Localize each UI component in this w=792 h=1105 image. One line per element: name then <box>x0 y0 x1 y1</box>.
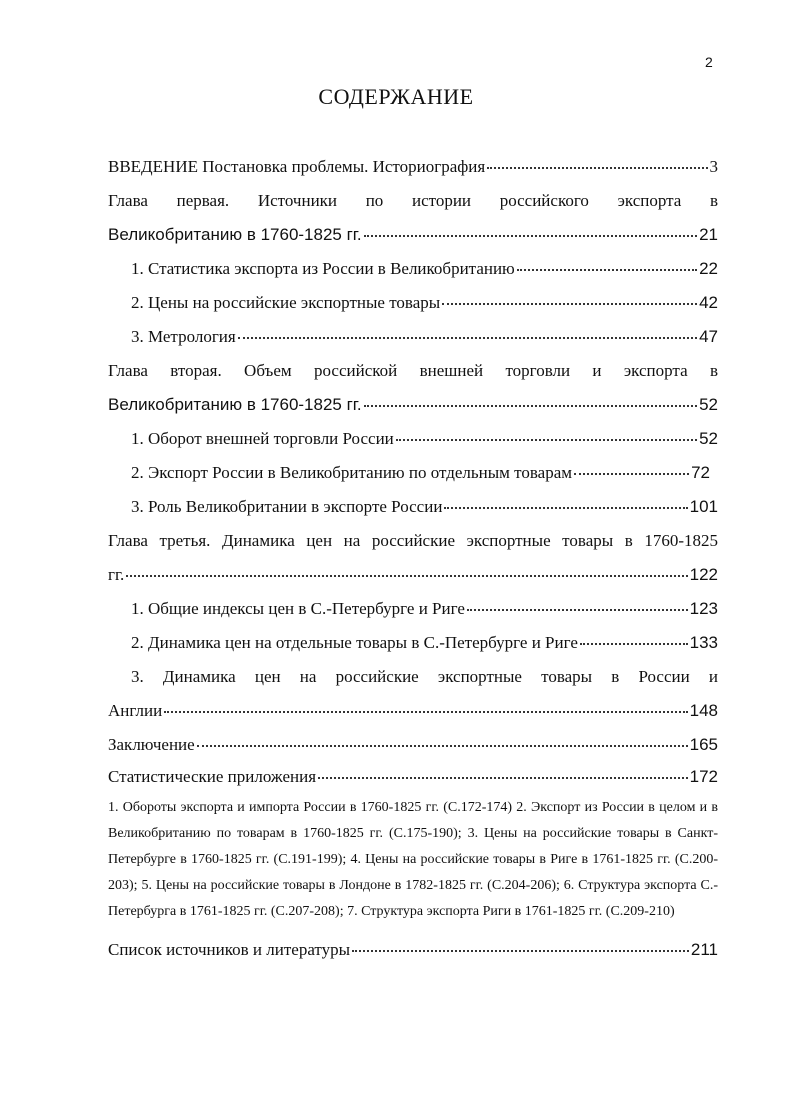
page-title: СОДЕРЖАНИЕ <box>318 84 474 109</box>
toc-entry-ch2-section-3[interactable] <box>108 490 718 524</box>
toc-entry-conclusion[interactable] <box>108 728 718 762</box>
toc-label: 2. Экспорт России в Великобританию по отдельным товарам <box>131 463 573 482</box>
toc-label-line2: Великобританию в 1760-1825 гг. <box>108 225 362 244</box>
toc-entry-ch3-section-2[interactable] <box>108 626 718 660</box>
dot-leader <box>318 777 688 779</box>
toc-page-number: 3 <box>709 157 718 176</box>
toc-page-number: 101 <box>689 497 718 516</box>
toc-page-number: 148 <box>689 701 718 720</box>
toc-entry-ch2-section-2[interactable] <box>108 456 718 490</box>
dot-leader <box>517 269 697 271</box>
toc-page-number: 42 <box>699 293 718 312</box>
toc-entry-ch3-section-3[interactable] <box>108 660 718 728</box>
toc-page-number: 211 <box>690 940 718 959</box>
toc-label: ВВЕДЕНИЕ Постановка проблемы. Историография <box>108 157 486 176</box>
toc-entry-ch3-section-1[interactable] <box>108 592 718 626</box>
toc-entry-chapter-2[interactable] <box>108 354 718 422</box>
toc-entry-chapter-3[interactable] <box>108 524 718 592</box>
toc-entry-ch2-section-1[interactable] <box>108 422 718 456</box>
toc-label-line2: Англии <box>108 701 163 720</box>
toc-label: 2. Цены на российские экспортные товары <box>131 293 441 312</box>
toc-label: 3. Метрология <box>131 327 236 346</box>
toc-entry-chapter-1[interactable] <box>108 184 718 252</box>
dot-leader <box>197 745 688 747</box>
dot-leader <box>442 303 697 305</box>
dot-leader <box>238 337 697 339</box>
toc-label-line1: Глава третья. Динамика цен на российские экспортные товары в 1760-1825 <box>108 531 718 550</box>
toc-page-number: 123 <box>689 599 718 618</box>
toc-label-line2: Великобританию в 1760-1825 гг. <box>108 395 362 414</box>
toc-page-number: 22 <box>699 259 718 278</box>
toc-entry-appendices[interactable] <box>108 762 718 791</box>
page-number: 2 <box>705 54 713 70</box>
toc-entry-intro[interactable] <box>108 150 718 184</box>
toc-label: 1. Общие индексы цен в С.-Петербурге и Риге <box>131 599 465 618</box>
toc-entry-sources[interactable] <box>108 933 718 967</box>
toc-label: 1. Оборот внешней торговли России <box>131 429 394 448</box>
toc-label: Статистические приложения <box>108 767 317 786</box>
toc-label-line2: гг. <box>108 565 125 584</box>
toc-entry-ch1-section-3[interactable] <box>108 320 718 354</box>
toc-label-line1: 3. Динамика цен на российские экспортные товары в России и <box>131 667 718 686</box>
toc-label-line1: Глава первая. Источники по истории российского экспорта в <box>108 191 718 210</box>
dot-leader <box>444 507 687 509</box>
dot-leader <box>364 405 697 407</box>
toc-label: Список источников и литературы <box>108 940 351 959</box>
dot-leader <box>580 643 688 645</box>
dot-leader <box>364 235 697 237</box>
toc-label: 3. Роль Великобритании в экспорте России <box>131 497 443 516</box>
toc-page-number: 52 <box>699 429 718 448</box>
toc-entry-ch1-section-1[interactable] <box>108 252 718 286</box>
toc-label-line1: Глава вторая. Объем российской внешней торговли и экспорта в <box>108 361 718 380</box>
toc-label: 1. Статистика экспорта из России в Великобританию <box>131 259 515 278</box>
dot-leader <box>126 575 687 577</box>
dot-leader <box>467 609 688 611</box>
toc-page-number: 133 <box>689 633 718 652</box>
table-of-contents <box>108 150 718 967</box>
toc-entry-ch1-section-2[interactable] <box>108 286 718 320</box>
dot-leader <box>396 439 697 441</box>
toc-page-number: 72 <box>691 463 710 482</box>
toc-page-number: 21 <box>699 225 718 244</box>
appendix-list: 1. Обороты экспорта и импорта России в 1760-1825 гг. (С.172-174) 2. Экспорт из России в целом и в Великобританию по товарам в 1760-1825 гг. (С.175-190); 3. Цены на российские товары в Санкт-Петербурге в 1760-1825 гг. (С.191-199); 4. Цены на российские товары в Риге в 1761-1825 гг. (С.200-203); 5. Цены на российские товары в Лондоне в 1782-1825 гг. (С.204-206); 6. Структура экспорта С.-Петербурга в 1761-1825 гг. (С.207-208); 7. Структура экспорта Риги в 1761-1825 гг. (С.209-210) <box>108 800 718 919</box>
toc-page-number: 52 <box>699 395 718 414</box>
toc-label: Заключение <box>108 735 195 754</box>
toc-label: 2. Динамика цен на отдельные товары в С.-Петербурге и Риге <box>131 633 578 652</box>
toc-page-number: 122 <box>689 565 718 584</box>
toc-page-number: 172 <box>689 767 718 786</box>
toc-page-number: 165 <box>689 735 718 754</box>
dot-leader <box>164 711 687 713</box>
dot-leader <box>352 950 689 952</box>
dot-leader <box>487 167 707 169</box>
dot-leader <box>574 473 689 475</box>
toc-page-number: 47 <box>699 327 718 346</box>
